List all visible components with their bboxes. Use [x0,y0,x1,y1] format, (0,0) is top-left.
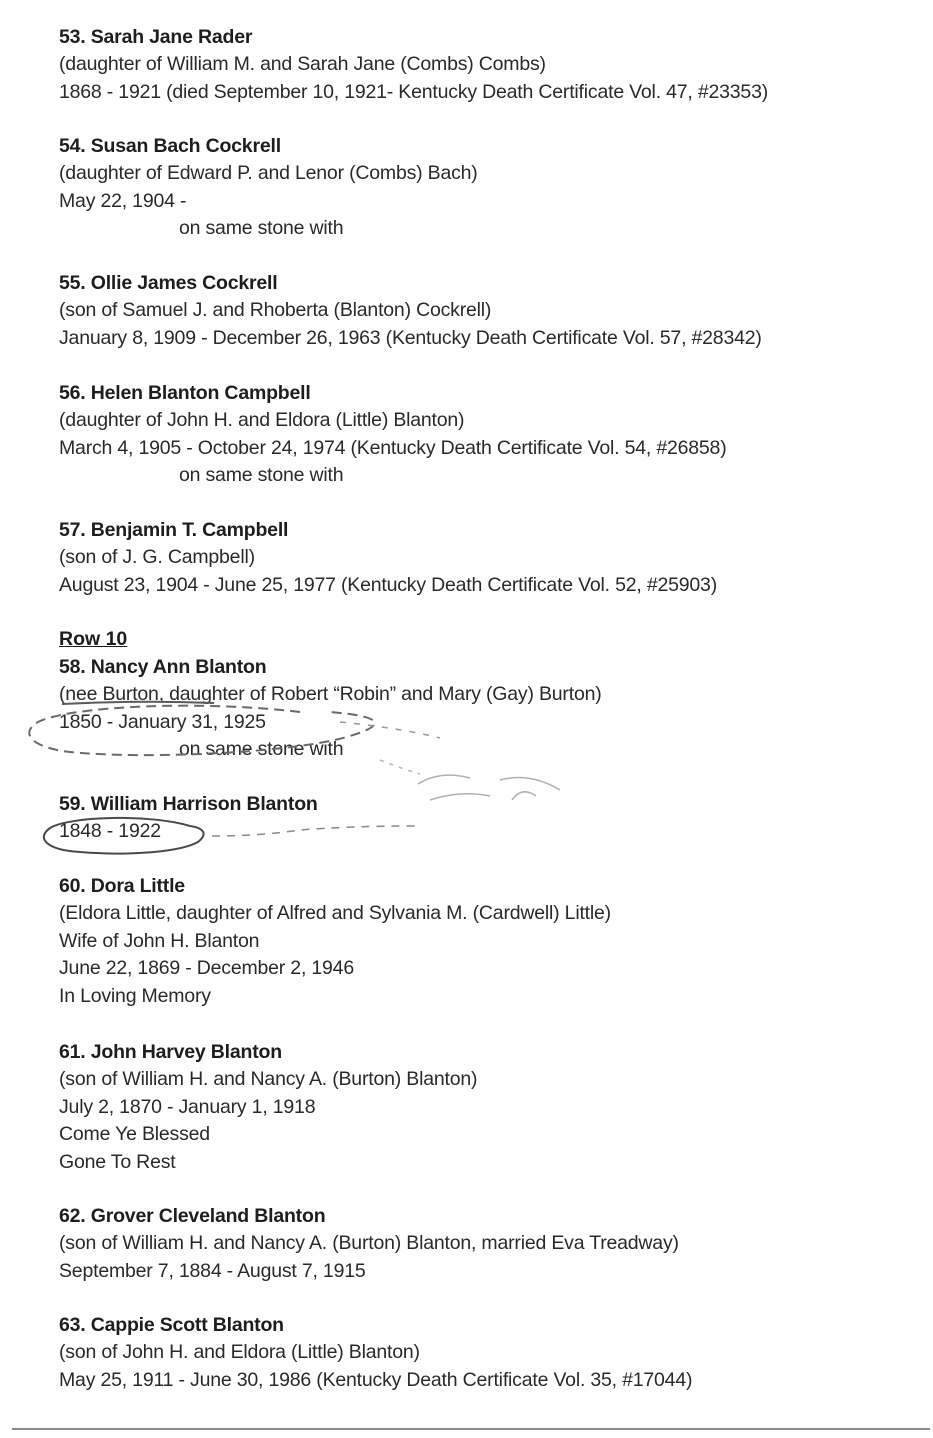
entry-title: 53. Sarah Jane Rader [59,26,253,48]
entry-dates: May 25, 1911 - June 30, 1986 (Kentucky Death Certificate Vol. 35, #17044) [59,1368,693,1391]
entry-parentage: (son of William H. and Nancy A. (Burton) Blanton) [59,1068,478,1091]
entry-dates: 1868 - 1921 (died September 10, 1921- Kentucky Death Certificate Vol. 47, #23353) [59,80,769,103]
entry-stone-note: on same stone with [179,217,344,240]
entry-53 [59,24,919,106]
entry-dates: 1848 - 1922 [59,820,161,843]
entry-54 [59,133,919,243]
entry-parentage: (nee Burton, daughter of Robert “Robin” and Mary (Gay) Burton) [59,683,602,706]
entry-stone-note: on same stone with [179,464,344,487]
entry-title: 56. Helen Blanton Campbell [59,382,311,404]
entry-title: 55. Ollie James Cockrell [59,272,278,294]
entry-title: 58. Nancy Ann Blanton [59,656,267,678]
entry-title: 63. Cappie Scott Blanton [59,1314,284,1336]
bottom-divider [12,1428,930,1430]
entry-parentage: (daughter of Edward P. and Lenor (Combs) Bach) [59,162,478,185]
entry-dates: July 2, 1870 - January 1, 1918 [59,1095,316,1118]
entry-62 [59,1203,919,1285]
entry-61 [59,1039,919,1176]
entry-stone-note: on same stone with [179,738,344,761]
row-heading: Row 10 [59,628,128,650]
entry-dates: 1850 - January 31, 1925 [59,710,266,733]
entry-58 [59,654,919,764]
entry-parentage: (daughter of William M. and Sarah Jane (Combs) Combs) [59,53,546,76]
entry-title: 62. Grover Cleveland Blanton [59,1205,326,1227]
entry-title: 57. Benjamin T. Campbell [59,519,289,541]
entry-59 [59,791,919,846]
entry-dates: June 22, 1869 - December 2, 1946 [59,957,354,980]
entry-parentage: (son of William H. and Nancy A. (Burton) Blanton, married Eva Treadway) [59,1232,679,1255]
entry-spouse: Wife of John H. Blanton [59,929,260,952]
entry-63 [59,1312,919,1394]
entry-60 [59,873,919,1010]
entry-title: 59. William Harrison Blanton [59,793,318,815]
entry-dates: May 22, 1904 - [59,189,187,212]
entry-title: 60. Dora Little [59,875,185,897]
entry-57 [59,517,919,599]
entry-title: 54. Susan Bach Cockrell [59,135,281,157]
entry-title: 61. John Harvey Blanton [59,1041,282,1063]
entry-epitaph: Gone To Rest [59,1150,176,1173]
entry-epitaph: Come Ye Blessed [59,1123,210,1146]
entry-parentage: (son of Samuel J. and Rhoberta (Blanton) Cockrell) [59,299,492,322]
entry-dates: March 4, 1905 - October 24, 1974 (Kentucky Death Certificate Vol. 54, #26858) [59,436,727,459]
entry-parentage: (son of J. G. Campbell) [59,546,255,569]
entry-55 [59,270,919,352]
entry-dates: January 8, 1909 - December 26, 1963 (Kentucky Death Certificate Vol. 57, #28342) [59,326,762,349]
entry-epitaph: In Loving Memory [59,984,211,1007]
entry-dates: August 23, 1904 - June 25, 1977 (Kentucky Death Certificate Vol. 52, #25903) [59,573,717,596]
entry-56 [59,380,919,490]
entry-dates: September 7, 1884 - August 7, 1915 [59,1259,366,1282]
entry-parentage: (daughter of John H. and Eldora (Little) Blanton) [59,409,465,432]
entry-parentage: (Eldora Little, daughter of Alfred and Sylvania M. (Cardwell) Little) [59,902,611,925]
entry-parentage: (son of John H. and Eldora (Little) Blanton) [59,1341,420,1364]
